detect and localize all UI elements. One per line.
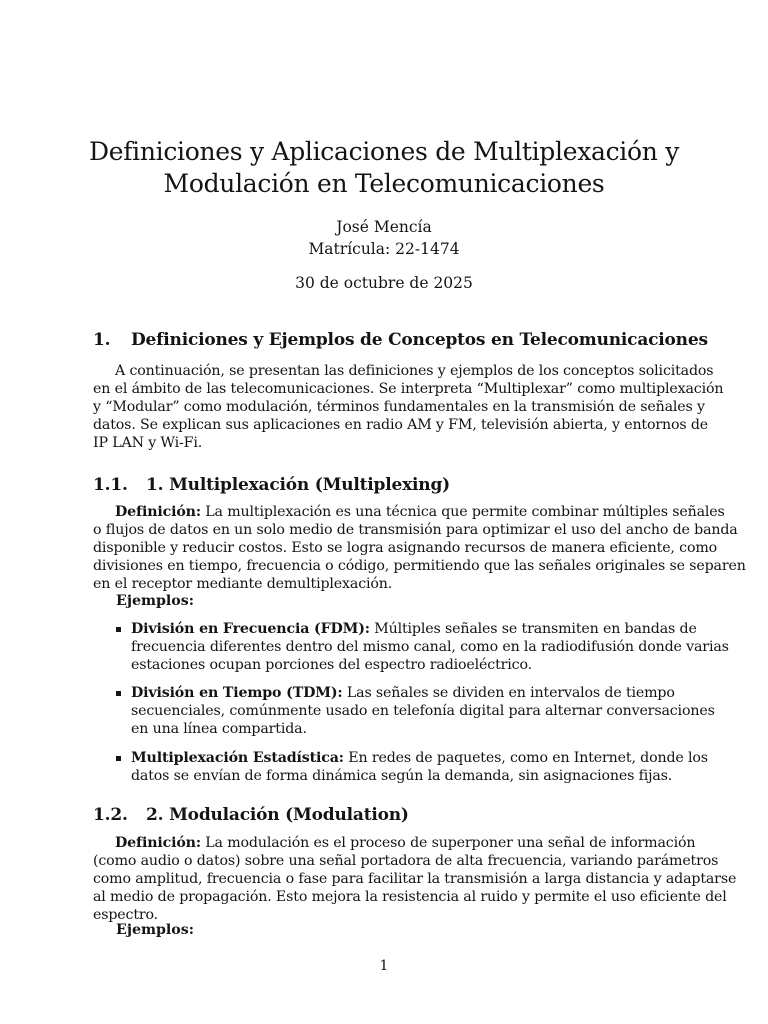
list-item: Multiplexación Estadística: En redes de paquetes, como en Internet, donde los datos se envían de forma dinámica según la demanda, sin asignaciones fijas. <box>131 749 674 785</box>
paragraph-line: espectro. <box>93 907 159 923</box>
document-date: 30 de octubre de 2025 <box>295 274 473 292</box>
definition-label: Definición: <box>115 504 201 520</box>
list-item: División en Frecuencia (FDM): Múltiples señales se transmiten en bandas de frecuencia diferentes dentro del mismo canal, como en la radiodifusión donde varias estaciones ocupan porciones del espectro radioeléctrico. <box>131 620 674 674</box>
bullet-icon <box>116 756 121 761</box>
paragraph-line: A continuación, se presentan las definiciones y ejemplos de los conceptos solicitados <box>115 363 714 379</box>
paragraph-line: en el ámbito de las telecomunicaciones. Se interpreta “Multiplexar” como multiplexación <box>93 381 724 397</box>
examples-label: Ejemplos: <box>116 922 194 938</box>
author-id: Matrícula: 22-1474 <box>308 240 460 258</box>
subsection-1-1-heading <box>93 475 450 495</box>
paragraph-line: (como audio o datos) sobre una señal portadora de alta frecuencia, variando parámetros <box>93 853 719 869</box>
section-number: 1. <box>93 330 111 350</box>
paragraph-line: como amplitud, frecuencia o fase para facilitar la transmisión a larga distancia y adaptarse <box>93 871 737 887</box>
subsection-title: 1. Multiplexación (Multiplexing) <box>146 475 450 495</box>
bullet-icon <box>116 627 121 632</box>
section-1-heading <box>93 330 708 350</box>
paragraph-line: o flujos de datos en un solo medio de transmisión para optimizar el uso del ancho de banda <box>93 522 738 538</box>
multiplexing-definition <box>93 503 746 593</box>
title-line-1: Definiciones y Aplicaciones de Multiplexación y <box>88 137 680 166</box>
modulation-definition <box>93 834 737 924</box>
definition-label: Definición: <box>115 835 201 851</box>
paragraph-line: Definición: La modulación es el proceso de superponer una señal de información <box>115 835 696 851</box>
subsection-number: 1.2. <box>93 805 128 825</box>
paragraph-line: al medio de propagación. Esto mejora la resistencia al ruido y permite el uso eficiente del <box>93 889 727 905</box>
item-label: División en Frecuencia (FDM): <box>131 621 370 637</box>
paragraph-line: IP LAN y Wi-Fi. <box>93 435 203 451</box>
item-label: Multiplexación Estadística: <box>131 750 344 766</box>
list-item: División en Tiempo (TDM): Las señales se dividen en intervalos de tiempo secuenciales, comúnmente usado en telefonía digital para alternar conversaciones en una línea compartida. <box>131 684 674 738</box>
examples-label: Ejemplos: <box>116 593 194 609</box>
document-title <box>60 136 708 200</box>
paragraph-line: Definición: La multiplexación es una técnica que permite combinar múltiples señales <box>115 504 725 520</box>
subsection-title: 2. Modulación (Modulation) <box>146 805 409 825</box>
subsection-number: 1.1. <box>93 475 128 495</box>
bullet-icon <box>116 691 121 696</box>
section-1-intro <box>93 362 724 452</box>
paragraph-line: y “Modular” como modulación, términos fundamentales en la transmisión de señales y <box>93 399 705 415</box>
subsection-1-2-heading <box>93 805 409 825</box>
page-number: 1 <box>379 958 389 974</box>
item-label: División en Tiempo (TDM): <box>131 685 343 701</box>
paragraph-line: en el receptor mediante demultiplexación. <box>93 576 393 592</box>
paragraph-line: disponible y reducir costos. Esto se logra asignando recursos de manera eficiente, como <box>93 540 718 556</box>
paragraph-line: datos. Se explican sus aplicaciones en radio AM y FM, televisión abierta, y entornos de <box>93 417 709 433</box>
title-line-2: Modulación en Telecomunicaciones <box>163 169 605 198</box>
author-name: José Mencía <box>336 218 432 236</box>
section-title: Definiciones y Ejemplos de Conceptos en Telecomunicaciones <box>131 330 708 350</box>
paragraph-line: divisiones en tiempo, frecuencia o código, permitiendo que las señales originales se separen <box>93 558 746 574</box>
